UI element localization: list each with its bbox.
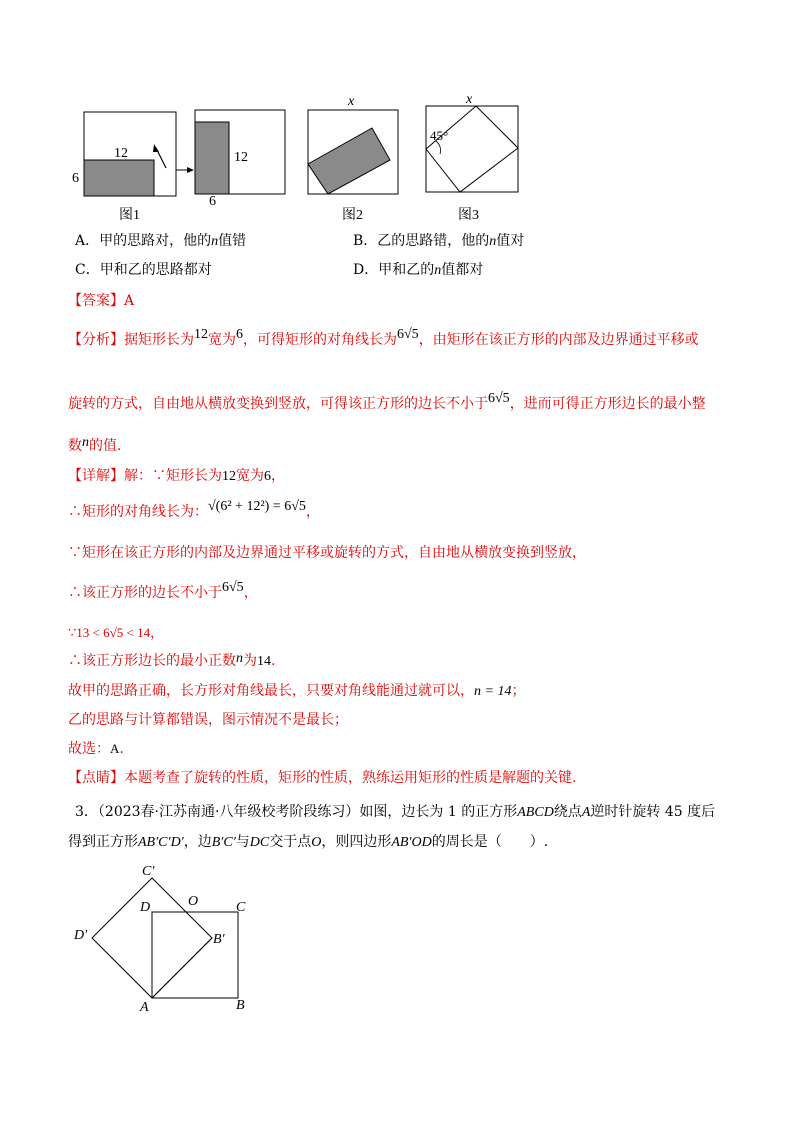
q3-figure-drawing	[70, 860, 270, 1020]
option-b-var: n	[489, 234, 497, 249]
comment-line	[68, 768, 576, 788]
fig2-caption: 图2	[342, 208, 363, 223]
q3-text: 的周长是（ ）.	[431, 834, 549, 850]
analysis-text: 据矩形长为	[124, 332, 194, 348]
fig3-label-x: x	[466, 92, 473, 107]
detail-n-equals-14: n = 14	[474, 684, 512, 699]
option-c-text: C．甲和乙的思路都对	[75, 262, 212, 278]
figure-2-drawing	[300, 94, 410, 204]
option-a-var: n	[211, 234, 219, 249]
detail-text: 解：∵矩形长为	[124, 468, 222, 484]
analysis-line-3	[68, 436, 121, 457]
q3-text: 3．（2023春·江苏南通·八年级校考阶段练习）如图，边长为 1 的正方形	[75, 804, 518, 820]
detail-text: ∴该正方形的边长不小于	[68, 585, 222, 601]
q3-label-b-prime: B′	[213, 932, 225, 947]
option-b-text-post: 值对	[496, 233, 525, 249]
detail-label: 【详解】	[68, 468, 124, 484]
detail-line-2	[68, 499, 320, 523]
analysis-text: 旋转的方式，自由地从横放变换到竖放，可得该正方形的边长不小于	[68, 396, 488, 412]
detail-num-12: 12	[222, 469, 236, 484]
detail-line-9	[68, 739, 124, 759]
q3-label-c-prime: C′	[142, 864, 155, 879]
detail-var-n: n	[236, 651, 243, 666]
detail-text: ∴该正方形边长的最小正数	[68, 653, 236, 669]
detail-text: ∵矩形在该正方形的内部及边界通过平移或旋转的方式，自由地从横放变换到竖放，	[68, 545, 586, 561]
detail-line-8	[68, 710, 348, 730]
analysis-text: ，由矩形在该正方形的内部及边界通过平移或	[418, 332, 699, 348]
analysis-math-6sqrt5: 6√5	[397, 327, 419, 342]
analysis-label: 【分析】	[68, 332, 124, 348]
fig1-label-12-top: 12	[114, 146, 128, 161]
detail-text: 故甲的思路正确，长方形对角线最长，只要对角线能通过就可以，	[68, 683, 474, 699]
detail-inequality: ∵13 < 6√5 < 14，	[68, 625, 164, 640]
option-d-text-post: 值都对	[441, 262, 484, 278]
q3-label-d: D	[140, 900, 151, 915]
q3-line-1	[75, 802, 715, 823]
figure-1-drawing	[70, 108, 300, 223]
q3-text: 绕点	[553, 804, 582, 820]
option-c[interactable]	[75, 260, 212, 280]
q3-text: 与	[235, 834, 250, 850]
detail-line-7	[68, 681, 525, 702]
option-d-var: n	[434, 263, 442, 278]
analysis-num-6: 6	[236, 327, 243, 342]
q3-math: O	[311, 835, 322, 850]
detail-line-3	[68, 543, 586, 563]
detail-num-14: 14	[257, 654, 271, 669]
figure-2	[300, 94, 410, 204]
fig1-caption: 图1	[119, 208, 140, 223]
fig1-label-12-right: 12	[234, 150, 248, 165]
option-d[interactable]	[353, 260, 483, 281]
analysis-var-n: n	[82, 435, 89, 450]
comment-label: 【点睛】	[68, 770, 124, 786]
detail-text: ；	[511, 683, 526, 699]
answer-label: 【答案】	[68, 293, 124, 309]
detail-text: 故选：	[68, 741, 110, 757]
comment-text: 本题考查了旋转的性质，矩形的性质，熟练运用矩形的性质是解题的关键.	[124, 770, 577, 786]
analysis-math-6sqrt5: 6√5	[488, 391, 510, 406]
detail-text: .	[119, 741, 124, 757]
q3-math: B′C′	[211, 835, 236, 850]
figure-3-drawing	[420, 92, 530, 204]
q3-math-a: A	[581, 805, 591, 820]
q3-label-c: C	[236, 900, 246, 915]
fig1-label-6-bottom: 6	[209, 194, 216, 209]
analysis-text: 宽为	[208, 332, 236, 348]
q3-text: 得到正方形	[68, 834, 138, 850]
detail-line-1	[68, 466, 285, 487]
option-b-text: B．乙的思路错，他的	[353, 233, 490, 249]
detail-text: ，	[271, 468, 285, 484]
detail-text: 为	[243, 653, 257, 669]
figure-1	[70, 108, 300, 223]
q3-text: ，边	[183, 834, 212, 850]
q3-label-a: A	[140, 1000, 149, 1015]
option-a-text-post: 值错	[218, 233, 247, 249]
figure-3	[420, 92, 530, 204]
q3-text: ，则四边形	[321, 834, 392, 850]
option-a-text: A．甲的思路对，他的	[75, 233, 212, 249]
q3-label-b: B	[236, 998, 245, 1013]
detail-text: ，	[305, 504, 320, 520]
detail-text: 乙的思路与计算都错误，图示情况不是最长；	[68, 712, 348, 728]
q3-math: AB′C′D′	[138, 835, 184, 850]
analysis-line-2	[68, 391, 706, 415]
detail-text: ，	[243, 585, 258, 601]
q3-text: 交于点	[269, 834, 312, 850]
analysis-text: ，可得矩形的对角线长为	[243, 332, 397, 348]
fig2-label-x: x	[348, 94, 355, 109]
fig3-caption: 图3	[458, 208, 479, 223]
detail-text: ∴矩形的对角线长为：	[68, 504, 208, 520]
detail-line-4	[68, 580, 258, 604]
answer-value: A	[124, 293, 135, 309]
analysis-text: ，进而可得正方形边长的最小整	[509, 396, 706, 412]
q3-line-2	[68, 832, 548, 853]
q3-label-o: O	[188, 894, 199, 909]
fig1-label-6-left: 6	[72, 171, 79, 186]
q3-math-abcd: ABCD	[517, 805, 554, 820]
option-d-text: D．甲和乙的	[353, 262, 435, 278]
analysis-text: 数	[68, 438, 82, 454]
detail-line-5	[68, 623, 163, 643]
detail-text: .	[271, 653, 276, 669]
detail-choice: A	[110, 741, 120, 756]
analysis-num-12: 12	[194, 327, 208, 342]
option-a[interactable]	[75, 231, 246, 252]
analysis-line-1	[68, 327, 699, 351]
detail-text: 宽为	[236, 468, 264, 484]
analysis-text: 的值.	[89, 438, 122, 454]
detail-math-diagonal: √(6² + 12²) = 6√5	[208, 499, 306, 514]
q3-figure	[70, 860, 270, 1020]
q3-label-d-prime: D′	[74, 928, 88, 943]
option-b[interactable]	[353, 231, 524, 252]
fig3-label-angle: 45°	[430, 128, 449, 143]
detail-math-6sqrt5: 6√5	[222, 580, 244, 595]
q3-math: DC	[249, 835, 270, 850]
detail-num-6: 6	[264, 469, 271, 484]
q3-math: AB′OD	[391, 835, 432, 850]
detail-line-6	[68, 651, 275, 672]
q3-text: 逆时针旋转 45 度后	[590, 804, 716, 820]
answer-line	[68, 291, 134, 311]
